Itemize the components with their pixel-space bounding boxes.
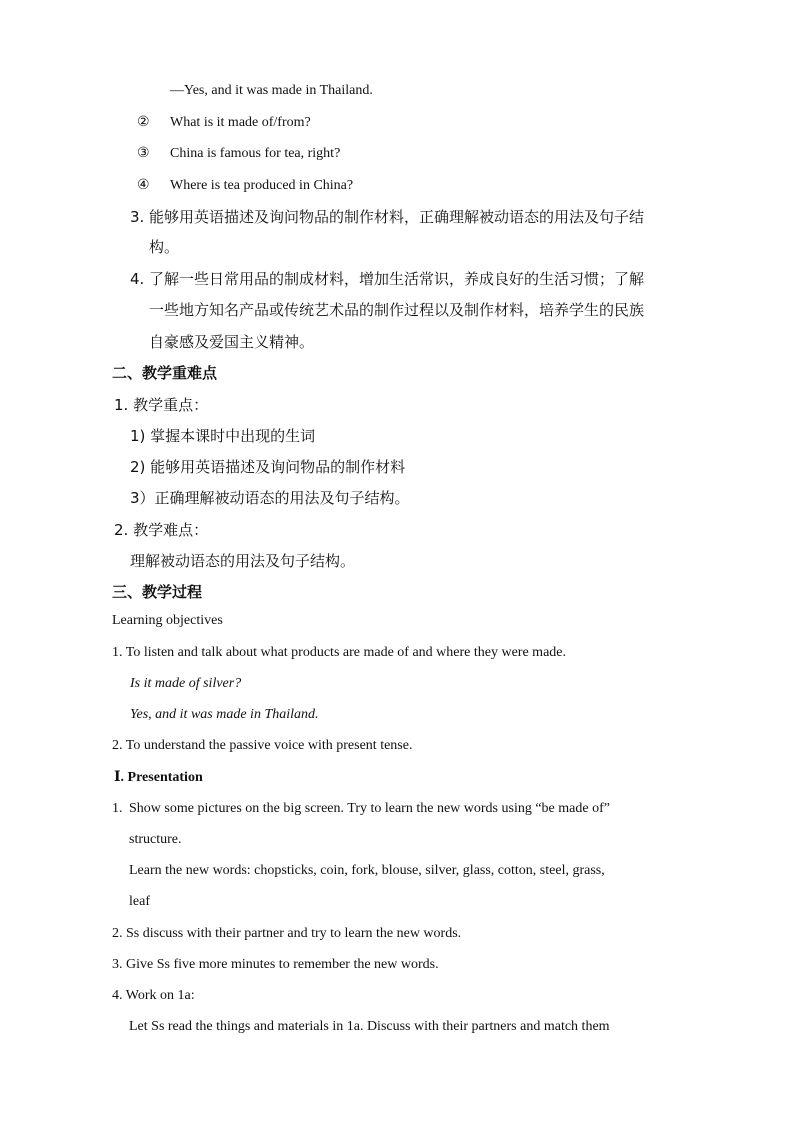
goal-4-cont: 自豪感及爱国主义精神。 <box>149 333 315 351</box>
question-text: China is famous for tea, right? <box>170 146 341 161</box>
step-4-text: Let Ss read the things and materials in 1a. Discuss with their partners and match them <box>129 1019 610 1034</box>
goal-4-cont: 一些地方知名产品或传统艺术品的制作过程以及制作材料，培养学生的民族 <box>149 301 645 319</box>
goal-3-cont: 构。 <box>149 238 180 256</box>
difficult-points-label: 2. 教学难点： <box>114 521 209 539</box>
step-1 <box>112 801 680 817</box>
question-marker: ② <box>137 115 150 130</box>
section-title: 三、教学过程 <box>112 583 203 601</box>
goal-text: 能够用英语描述及询问物品的制作材料，正确理解被动语态的用法及句子结 <box>149 208 645 226</box>
section-title: 二、教学重难点 <box>112 364 218 382</box>
presentation-heading: Ⅰ. Presentation <box>114 770 203 785</box>
step-3: 3. Give Ss five more minutes to remember the new words. <box>112 957 439 972</box>
goal-number: 4. <box>130 270 145 288</box>
step-text: Show some pictures on the big screen. Try to learn the new words using “be made of” <box>129 801 610 816</box>
goal-number: 3. <box>130 208 145 226</box>
question-marker: ④ <box>137 178 150 193</box>
goal-3 <box>130 206 644 227</box>
step-1-cont: structure. <box>129 832 182 847</box>
goal-4 <box>130 268 644 289</box>
question-text: Where is tea produced in China? <box>170 178 354 193</box>
question-text: What is it made of/from? <box>170 115 311 130</box>
list-item: 3）正确理解被动语态的用法及句子结构。 <box>130 489 410 507</box>
step-number: 1. <box>112 801 123 816</box>
example-sentence: Is it made of silver? <box>130 676 242 691</box>
step-4: 4. Work on 1a: <box>112 988 195 1003</box>
new-words-cont: leaf <box>129 894 150 909</box>
example-sentence: Yes, and it was made in Thailand. <box>130 707 319 722</box>
new-words-line: Learn the new words: chopsticks, coin, fork, blouse, silver, glass, cotton, steel, grass, <box>129 863 605 878</box>
question-marker: ③ <box>137 146 150 161</box>
key-points-label: 1. 教学重点： <box>114 396 209 414</box>
list-item: 2) 能够用英语描述及询问物品的制作材料 <box>130 458 406 476</box>
question-item <box>137 114 311 131</box>
difficult-points-text: 理解被动语态的用法及句子结构。 <box>130 552 356 570</box>
objectives-label: Learning objectives <box>112 613 223 628</box>
objective-2: 2. To understand the passive voice with present tense. <box>112 738 413 753</box>
question-item <box>137 145 340 162</box>
list-item: 1) 掌握本课时中出现的生词 <box>130 427 316 445</box>
question-item <box>137 177 353 194</box>
goal-text: 了解一些日常用品的制成材料，增加生活常识，养成良好的生活习惯；了解 <box>149 270 645 288</box>
objective-1: 1. To listen and talk about what products are made of and where they were made. <box>112 645 566 660</box>
step-2: 2. Ss discuss with their partner and try to learn the new words. <box>112 926 462 941</box>
dialogue-answer: —Yes, and it was made in Thailand. <box>170 83 373 98</box>
